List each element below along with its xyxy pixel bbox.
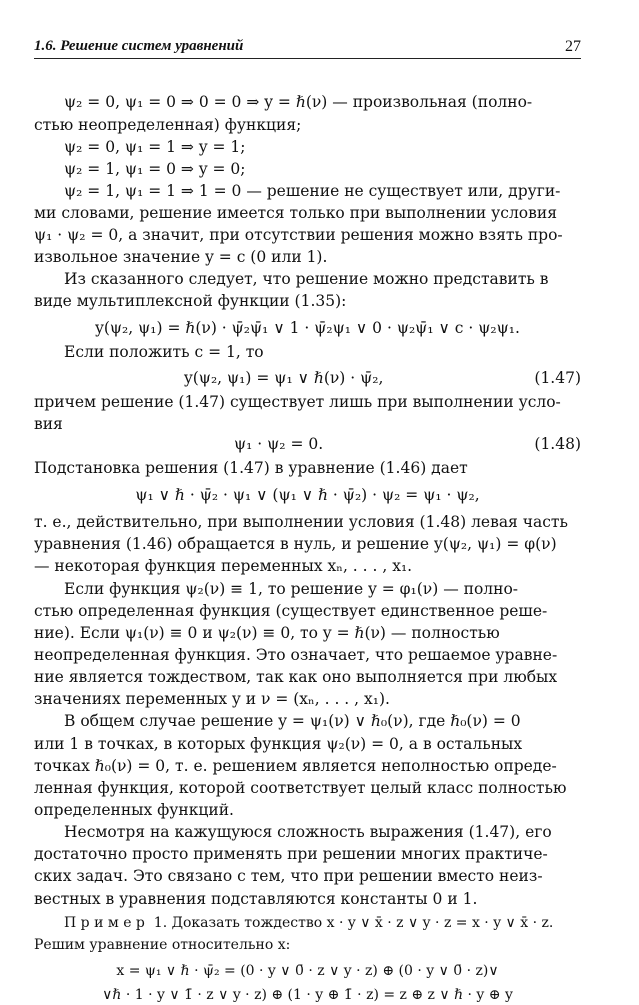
line-text: неопределенная функция. Это означает, что решаемое уравне- <box>34 646 558 664</box>
text-line <box>34 556 581 576</box>
text-line <box>34 342 581 362</box>
line-text: виде мультиплексной функции (1.35): <box>34 292 347 310</box>
text-line <box>34 269 581 289</box>
equation-line <box>34 434 581 454</box>
line-text: Из сказанного следует, что решение можно представить в <box>64 270 549 288</box>
text-line <box>34 822 581 842</box>
line-text: ми словами, решение имеется только при выполнении условия <box>34 204 557 222</box>
text-line <box>34 800 581 820</box>
text-line <box>34 844 581 864</box>
text-line <box>34 92 581 112</box>
line-text: вия <box>34 415 63 433</box>
line-text: значениях переменных y и ν = (xₙ, . . . , x₁). <box>34 690 390 708</box>
section-title: 1.6. Решение систем уравнений <box>34 38 244 54</box>
line-text: y(ψ₂, ψ₁) = ψ₁ ∨ ℏ(ν) · ψ̄₂, <box>184 369 384 387</box>
text-line <box>34 579 581 599</box>
line-text: ние). Если ψ₁(ν) ≡ 0 и ψ₂(ν) ≡ 0, то y = ℏ(ν) — полностью <box>34 624 500 642</box>
text-line <box>34 866 581 886</box>
line-text: y(ψ₂, ψ₁) = ℏ(ν) · ψ̄₂ψ̄₁ ∨ 1 · ψ̄₂ψ₁ ∨ 0 · ψ₂ψ̄₁ ∨ c · ψ₂ψ₁. <box>95 319 520 337</box>
text-line <box>34 889 581 909</box>
text-line <box>34 247 581 267</box>
text-line <box>34 137 581 157</box>
text-line <box>34 485 581 505</box>
line-text: ние является тождеством, так как оно выполняется при любых <box>34 668 558 686</box>
equation-line <box>34 368 581 388</box>
equation-number: (1.48) <box>534 435 581 453</box>
equation-number: (1.47) <box>534 369 581 387</box>
text-line <box>34 534 581 554</box>
text-line <box>34 623 581 643</box>
text-line <box>34 711 581 731</box>
text-line <box>34 115 581 135</box>
line-text: ψ₂ = 0, ψ₁ = 1 ⇒ y = 1; <box>64 138 246 156</box>
text-line <box>34 392 581 412</box>
line-text: ских задач. Это связано с тем, что при решении вместо неиз- <box>34 867 543 885</box>
text-line <box>34 458 581 478</box>
line-text: Решим уравнение относительно x: <box>34 937 291 953</box>
line-text: Несмотря на кажущуюся сложность выражения (1.47), его <box>64 823 552 841</box>
line-text: стью неопределенная) функция; <box>34 116 302 134</box>
line-text: точках ℏ₀(ν) = 0, т. е. решением является неполностью опреде- <box>34 757 557 775</box>
line-text: Подстановка решения (1.47) в уравнение (1.46) дает <box>34 459 468 477</box>
page-header <box>34 32 581 59</box>
text-line <box>34 778 581 798</box>
text-line <box>34 318 581 338</box>
line-text: извольное значение y = c (0 или 1). <box>34 248 328 266</box>
text-line <box>34 734 581 754</box>
line-text: или 1 в точках, в которых функция ψ₂(ν) = 0, а в остальных <box>34 735 523 753</box>
line-text: стью определенная функция (существует единственное реше- <box>34 602 548 620</box>
line-text: П р и м е р 1. Доказать тождество x · y ∨ x̄ · z ∨ y · z = x · y ∨ x̄ · z. <box>64 915 554 931</box>
text-line <box>34 985 581 1005</box>
line-text: ∨ℏ · 1 · y ∨ 1̄ · z ∨ y · z) ⊕ (1 · y ⊕ 1̄ · z) = z ⊕ z ∨ ℏ · y ⊕ y <box>102 987 513 1003</box>
text-line <box>34 181 581 201</box>
line-text: уравнения (1.46) обращается в нуль, и решение y(ψ₂, ψ₁) = φ(ν) <box>34 535 557 553</box>
text-line <box>34 159 581 179</box>
line-text: В общем случае решение y = ψ₁(ν) ∨ ℏ₀(ν), где ℏ₀(ν) = 0 <box>64 712 521 730</box>
text-line <box>34 512 581 532</box>
line-text: ψ₂ = 1, ψ₁ = 0 ⇒ y = 0; <box>64 160 246 178</box>
line-text: причем решение (1.47) существует лишь при выполнении усло- <box>34 393 561 411</box>
line-text: определенных функций. <box>34 801 234 819</box>
text-line <box>34 667 581 687</box>
text-line <box>34 414 581 434</box>
text-line <box>34 225 581 245</box>
text-line <box>34 645 581 665</box>
text-line <box>34 935 581 955</box>
line-text: достаточно просто применять при решении многих практиче- <box>34 845 548 863</box>
text-line <box>34 601 581 621</box>
text-line <box>34 291 581 311</box>
line-text: вестных в уравнения подставляются константы 0 и 1. <box>34 890 478 908</box>
line-text: ψ₁ · ψ₂ = 0. <box>234 435 324 453</box>
line-text: ψ₁ · ψ₂ = 0, а значит, при отсутствии решения можно взять про- <box>34 226 563 244</box>
line-text: т. е., действительно, при выполнении условия (1.48) левая часть <box>34 513 568 531</box>
text-line <box>34 203 581 223</box>
text-line <box>34 961 581 981</box>
text-line <box>34 756 581 776</box>
line-text: ψ₂ = 0, ψ₁ = 0 ⇒ 0 = 0 ⇒ y = ℏ(ν) — произвольная (полно- <box>64 93 533 111</box>
line-text: ψ₁ ∨ ℏ · ψ̄₂ · ψ₁ ∨ (ψ₁ ∨ ℏ · ψ̄₂) · ψ₂ = ψ₁ · ψ₂, <box>135 486 480 504</box>
line-text: ψ₂ = 1, ψ₁ = 1 ⇒ 1 = 0 — решение не существует или, други- <box>64 182 561 200</box>
line-text: Если положить c = 1, то <box>64 343 264 361</box>
text-line <box>34 913 581 933</box>
line-text: ленная функция, которой соответствует целый класс полностью <box>34 779 567 797</box>
line-text: — некоторая функция переменных xₙ, . . . , x₁. <box>34 557 413 575</box>
line-text: Если функция ψ₂(ν) ≡ 1, то решение y = φ₁(ν) — полно- <box>64 580 519 598</box>
page-number: 27 <box>565 38 581 55</box>
text-line <box>34 689 581 709</box>
line-text: x = ψ₁ ∨ ℏ · ψ̄₂ = (0 · y ∨ 0̄ · z ∨ y · z) ⊕ (0 · y ∨ 0̄ · z)∨ <box>116 963 499 979</box>
